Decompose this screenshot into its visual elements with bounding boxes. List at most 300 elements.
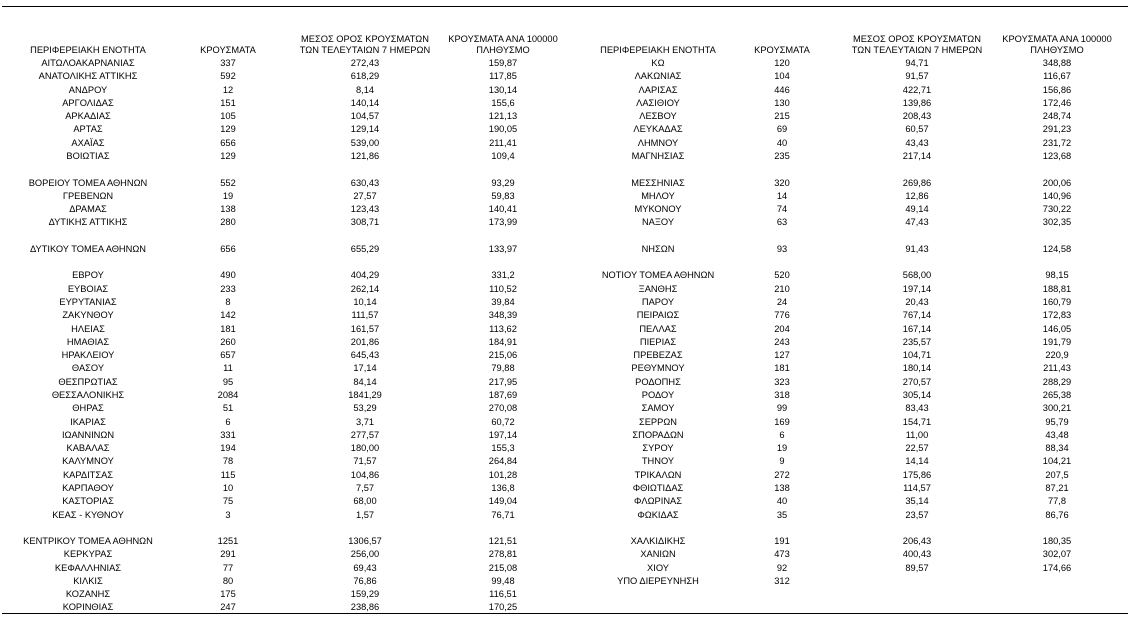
region-cell: ΚΑΣΤΟΡΙΑΣ	[62, 496, 114, 507]
avg-cell: 104,86	[350, 469, 380, 480]
per-cell: 300,21	[1042, 403, 1072, 414]
avg-cell: 256,00	[350, 549, 380, 560]
cases-cell: 9	[779, 456, 785, 467]
cases-cell: 592	[220, 71, 236, 82]
avg-cell: 53,29	[353, 403, 377, 414]
avg-cell: 23,57	[905, 509, 929, 520]
per-cell: 95,79	[1045, 416, 1069, 427]
region-cell: ΡΕΘΥΜΝΟΥ	[631, 363, 685, 374]
region-cell: ΛΕΥΚΑΔΑΣ	[633, 124, 683, 135]
avg-cell: 76,86	[353, 575, 377, 586]
region-cell: ΚΑΡΔΙΤΣΑΣ	[62, 469, 114, 480]
per-cell: 146,05	[1042, 323, 1072, 334]
per-cell: 99,48	[491, 575, 515, 586]
per-cell: 98,15	[1045, 270, 1069, 281]
avg-cell: 7,57	[355, 482, 375, 493]
per-cell: 184,91	[488, 336, 518, 347]
region-cell: ΤΡΙΚΑΛΩΝ	[634, 469, 682, 480]
avg-cell: 27,57	[353, 190, 377, 201]
avg-cell: 235,57	[902, 336, 932, 347]
cases-cell: 35	[776, 509, 788, 520]
avg-cell: 47,43	[905, 217, 929, 228]
cases-cell: 6	[779, 429, 785, 440]
header-per-right-line2: ΠΛΗΘΥΣΜΟ	[1030, 45, 1084, 55]
per-cell: 39,84	[491, 297, 515, 308]
avg-cell: 154,71	[902, 416, 932, 427]
cases-cell: 656	[220, 243, 236, 254]
per-cell: 121,13	[488, 111, 518, 122]
per-cell: 156,86	[1042, 84, 1072, 95]
per-cell: 197,14	[488, 429, 518, 440]
cases-cell: 19	[776, 443, 788, 454]
per-cell: 200,06	[1042, 177, 1072, 188]
per-cell: 231,72	[1042, 137, 1072, 148]
avg-cell: 140,14	[350, 97, 380, 108]
cases-cell: 78	[222, 456, 234, 467]
per-cell: 730,22	[1042, 204, 1072, 215]
avg-cell: 305,14	[902, 390, 932, 400]
cases-cell: 138	[774, 482, 790, 493]
cases-cell: 127	[774, 350, 790, 361]
region-cell: ΛΕΣΒΟΥ	[639, 111, 677, 122]
per-cell: 59,83	[491, 190, 515, 201]
per-cell: 117,85	[489, 71, 517, 82]
per-cell: 265,38	[1042, 390, 1072, 400]
cases-cell: 2084	[217, 390, 239, 400]
region-cell: ΝΑΞΟΥ	[641, 217, 675, 228]
region-cell: ΚΩ	[651, 58, 665, 68]
cases-cell: 120	[774, 58, 790, 68]
avg-cell: 422,71	[902, 84, 932, 95]
per-cell: 302,07	[1042, 549, 1072, 560]
region-cell: ΥΠΟ ΔΙΕΡΕΥΝΗΣΗ	[617, 575, 699, 586]
avg-cell: 49,14	[905, 204, 929, 215]
region-cell: ΑΡΓΟΛΙΔΑΣ	[62, 97, 114, 108]
avg-cell: 22,57	[905, 443, 929, 454]
per-cell: 190,05	[488, 124, 518, 135]
top-rule	[2, 6, 1128, 7]
avg-cell: 180,00	[350, 443, 380, 454]
avg-cell: 630,43	[350, 177, 380, 188]
region-cell: ΙΩΑΝΝΙΝΩΝ	[61, 429, 115, 440]
avg-cell: 167,14	[902, 323, 932, 334]
cases-cell: 77	[222, 562, 234, 573]
avg-cell: 83,43	[905, 403, 929, 414]
avg-cell: 404,29	[350, 270, 380, 281]
cases-cell: 63	[776, 217, 788, 228]
avg-cell: 206,43	[902, 536, 932, 547]
header-avg-right-line1: ΜΕΣΟΣ ΟΡΟΣ ΚΡΟΥΣΜΑΤΩΝ	[853, 34, 981, 44]
region-cell: ΧΑΛΚΙΔΙΚΗΣ	[630, 536, 686, 547]
cases-cell: 129	[220, 124, 236, 135]
avg-cell: 91,43	[905, 243, 929, 254]
avg-cell: 43,43	[905, 137, 929, 148]
per-cell: 248,74	[1042, 111, 1072, 122]
region-cell: ΑΙΤΩΛΟΑΚΑΡΝΑΝΙΑΣ	[41, 58, 135, 68]
region-cell: ΚΑΒΑΛΑΣ	[66, 443, 110, 454]
header-region-right: ΠΕΡΙΦΕΡΕΙΑΚΗ ΕΝΟΤΗΤΑ	[600, 45, 716, 55]
cases-cell: 204	[774, 323, 790, 334]
region-cell: ΦΛΩΡΙΝΑΣ	[633, 496, 683, 507]
cases-cell: 280	[220, 217, 236, 228]
cases-cell: 1251	[217, 536, 239, 547]
per-cell: 217,95	[488, 376, 518, 387]
per-cell: 110,52	[489, 283, 517, 294]
avg-cell: 217,14	[902, 150, 932, 161]
avg-cell: 114,57	[903, 482, 931, 493]
avg-cell: 94,71	[905, 58, 929, 68]
per-cell: 60,72	[491, 416, 515, 427]
cases-cell: 243	[774, 336, 790, 347]
avg-cell: 539,00	[350, 137, 380, 148]
region-cell: ΒΟΡΕΙΟΥ ΤΟΜΕΑ ΑΘΗΝΩΝ	[28, 177, 148, 188]
avg-cell: 270,57	[902, 376, 932, 387]
header-avg-right-line2: ΤΩΝ ΤΕΛΕΥΤΑΙΩΝ 7 ΗΜΕΡΩΝ	[851, 45, 983, 55]
per-cell: 188,81	[1042, 283, 1072, 294]
cases-cell: 318	[774, 390, 790, 400]
cases-cell: 260	[220, 336, 236, 347]
cases-cell: 104	[774, 71, 790, 82]
region-cell: ΙΚΑΡΙΑΣ	[70, 416, 106, 427]
region-cell: ΠΕΛΛΑΣ	[639, 323, 677, 334]
per-cell: 180,35	[1042, 536, 1072, 547]
region-cell: ΚΙΛΚΙΣ	[73, 575, 103, 586]
region-cell: ΠΙΕΡΙΑΣ	[639, 336, 677, 347]
region-cell: ΘΗΡΑΣ	[72, 403, 104, 414]
header-avg-left-line1: ΜΕΣΟΣ ΟΡΟΣ ΚΡΟΥΣΜΑΤΩΝ	[301, 34, 429, 44]
cases-cell: 151	[220, 97, 236, 108]
per-cell: 43,48	[1045, 429, 1069, 440]
header-region-left: ΠΕΡΙΦΕΡΕΙΑΚΗ ΕΝΟΤΗΤΑ	[30, 45, 146, 55]
avg-cell: 35,14	[905, 496, 929, 507]
per-cell: 109,4	[491, 150, 515, 161]
avg-cell: 618,29	[350, 71, 380, 82]
cases-cell: 14	[776, 190, 788, 201]
avg-cell: 129,14	[350, 124, 380, 135]
cases-cell: 130	[774, 97, 790, 108]
cases-cell: 69	[776, 124, 788, 135]
region-cell: ΑΡΚΑΔΙΑΣ	[65, 111, 111, 122]
cases-cell: 490	[220, 270, 236, 281]
avg-cell: 84,14	[353, 376, 377, 387]
per-cell: 87,21	[1045, 482, 1069, 493]
per-cell: 149,04	[488, 496, 518, 507]
per-cell: 270,08	[488, 403, 518, 414]
region-cell: ΔΡΑΜΑΣ	[69, 204, 107, 215]
per-cell: 86,76	[1045, 509, 1069, 520]
avg-cell: 89,57	[905, 562, 929, 573]
per-cell: 302,35	[1042, 217, 1072, 228]
region-cell: ΜΑΓΝΗΣΙΑΣ	[631, 150, 685, 161]
cases-cell: 92	[776, 562, 788, 573]
cases-cell: 312	[774, 575, 790, 586]
per-cell: 215,08	[488, 562, 518, 573]
per-cell: 173,99	[488, 217, 518, 228]
avg-cell: 272,43	[350, 58, 380, 68]
cases-cell: 272	[774, 469, 790, 480]
region-cell: ΧΙΟΥ	[647, 562, 669, 573]
region-cell: ΣΕΡΡΩΝ	[638, 416, 677, 427]
per-cell: 116,67	[1043, 71, 1071, 82]
region-cell: ΗΛΕΙΑΣ	[71, 323, 105, 334]
avg-cell: 68,00	[353, 496, 377, 507]
per-cell: 76,71	[491, 509, 515, 520]
per-cell: 278,81	[488, 549, 518, 560]
region-cell: ΡΟΔΟΥ	[641, 390, 675, 400]
cases-cell: 105	[220, 111, 236, 122]
region-cell: ΦΩΚΙΔΑΣ	[637, 509, 679, 520]
cases-cell: 8	[225, 297, 231, 308]
region-cell: ΛΑΚΩΝΙΑΣ	[634, 71, 682, 82]
per-cell: 211,41	[489, 137, 517, 148]
region-cell: ΗΜΑΘΙΑΣ	[66, 336, 110, 347]
region-cell: ΠΕΙΡΑΙΩΣ	[636, 310, 680, 321]
cases-cell: 51	[222, 403, 234, 414]
cases-cell: 24	[776, 297, 788, 308]
cases-cell: 10	[222, 482, 234, 493]
avg-cell: 655,29	[350, 243, 380, 254]
avg-cell: 208,43	[902, 111, 932, 122]
avg-cell: 400,43	[902, 549, 932, 560]
per-cell: 172,83	[1042, 310, 1072, 321]
cases-cell: 93	[776, 243, 788, 254]
cases-cell: 520	[774, 270, 790, 281]
per-cell: 172,46	[1042, 97, 1072, 108]
cases-cell: 233	[220, 283, 236, 294]
avg-cell: 12,86	[905, 190, 929, 201]
avg-cell: 20,43	[905, 297, 929, 308]
per-cell: 77,8	[1047, 496, 1067, 507]
per-cell: 79,88	[491, 363, 515, 374]
avg-cell: 568,00	[902, 270, 932, 281]
region-cell: ΣΠΟΡΑΔΩΝ	[632, 429, 684, 440]
per-cell: 170,25	[488, 602, 518, 613]
region-cell: ΚΑΡΠΑΘΟΥ	[62, 482, 114, 493]
cases-cell: 175	[220, 589, 236, 600]
per-cell: 159,87	[488, 58, 518, 68]
region-cell: ΝΗΣΩΝ	[641, 243, 675, 254]
avg-cell: 1841,29	[348, 390, 382, 400]
avg-cell: 8,14	[355, 84, 375, 95]
cases-cell: 473	[774, 549, 790, 560]
region-cell: ΚΕΡΚΥΡΑΣ	[63, 549, 113, 560]
avg-cell: 269,86	[902, 177, 932, 188]
region-cell: ΦΘΙΩΤΙΔΑΣ	[632, 482, 684, 493]
per-cell: 348,88	[1042, 58, 1072, 68]
avg-cell: 11,00	[905, 429, 929, 440]
region-cell: ΚΕΝΤΡΙΚΟΥ ΤΟΜΕΑ ΑΘΗΝΩΝ	[23, 536, 153, 547]
cases-cell: 247	[220, 602, 236, 613]
region-cell: ΜΕΣΣΗΝΙΑΣ	[631, 177, 685, 188]
per-cell: 211,43	[1043, 363, 1071, 374]
avg-cell: 14,14	[905, 456, 929, 467]
avg-cell: 3,71	[355, 416, 375, 427]
avg-cell: 69,43	[353, 562, 377, 573]
per-cell: 215,06	[488, 350, 518, 361]
cases-cell: 181	[220, 323, 236, 334]
avg-cell: 262,14	[350, 283, 380, 294]
region-cell: ΑΝΑΤΟΛΙΚΗΣ ΑΤΤΙΚΗΣ	[38, 71, 138, 82]
avg-cell: 91,57	[905, 71, 929, 82]
avg-cell: 10,14	[353, 297, 377, 308]
avg-cell: 104,57	[350, 111, 380, 122]
region-cell: ΑΝΔΡΟΥ	[68, 84, 108, 95]
per-cell: 155,3	[491, 443, 515, 454]
header-per-left-line2: ΠΛΗΘΥΣΜΟ	[476, 45, 530, 55]
header-per-left-line1: ΚΡΟΥΣΜΑΤΑ ΑΝΑ 100000	[448, 34, 558, 44]
cases-cell: 657	[220, 350, 236, 361]
region-cell: ΕΥΡΥΤΑΝΙΑΣ	[59, 297, 117, 308]
per-cell: 136,8	[491, 482, 515, 493]
per-cell: 140,96	[1042, 190, 1072, 201]
cases-cell: 6	[225, 416, 231, 427]
cases-cell: 11	[223, 363, 233, 374]
region-cell: ΜΥΚΟΝΟΥ	[634, 204, 682, 215]
avg-cell: 1,57	[355, 509, 375, 520]
region-cell: ΚΟΡΙΝΘΙΑΣ	[62, 602, 114, 613]
region-cell: ΚΟΖΑΝΗΣ	[65, 589, 111, 600]
region-cell: ΒΟΙΩΤΙΑΣ	[66, 150, 110, 161]
avg-cell: 308,71	[350, 217, 380, 228]
region-cell: ΝΟΤΙΟΥ ΤΟΜΕΑ ΑΘΗΝΩΝ	[601, 270, 715, 281]
avg-cell: 71,57	[353, 456, 377, 467]
avg-cell: 238,86	[350, 602, 380, 613]
region-cell: ΛΑΣΙΘΙΟΥ	[636, 97, 680, 108]
cases-cell: 80	[222, 575, 234, 586]
cases-cell: 3	[225, 509, 231, 520]
cases-cell: 191	[774, 536, 790, 547]
cases-cell: 210	[774, 283, 790, 294]
header-cases-right: ΚΡΟΥΣΜΑΤΑ	[754, 45, 810, 55]
per-cell: 187,69	[488, 390, 518, 400]
avg-cell: 197,14	[902, 283, 932, 294]
cases-cell: 291	[220, 549, 236, 560]
region-cell: ΚΕΑΣ - ΚΥΘΝΟΥ	[52, 509, 124, 520]
per-cell: 140,41	[488, 204, 518, 215]
cases-cell: 215	[774, 111, 790, 122]
cases-cell: 235	[774, 150, 790, 161]
region-cell: ΕΒΡΟΥ	[72, 270, 104, 281]
avg-cell: 111,57	[351, 310, 379, 321]
per-cell: 123,68	[1042, 150, 1072, 161]
cases-cell: 99	[776, 403, 788, 414]
region-cell: ΖΑΚΥΝΘΟΥ	[62, 310, 114, 321]
per-cell: 288,29	[1042, 376, 1072, 387]
cases-cell: 115	[220, 469, 236, 480]
region-cell: ΜΗΛΟΥ	[641, 190, 675, 201]
region-cell: ΘΕΣΠΡΩΤΙΑΣ	[58, 376, 118, 387]
per-cell: 101,28	[488, 469, 518, 480]
cases-cell: 19	[222, 190, 234, 201]
avg-cell: 104,71	[902, 350, 932, 361]
per-cell: 116,51	[489, 589, 517, 600]
cases-cell: 656	[220, 137, 236, 148]
region-cell: ΔΥΤΙΚΗΣ ΑΤΤΙΚΗΣ	[48, 217, 128, 228]
cases-cell: 142	[220, 310, 236, 321]
cases-cell: 138	[220, 204, 236, 215]
cases-cell: 181	[774, 363, 790, 374]
cases-cell: 12	[222, 84, 234, 95]
region-cell: ΞΑΝΘΗΣ	[638, 283, 678, 294]
avg-cell: 277,57	[350, 429, 380, 440]
region-cell: ΘΑΣΟΥ	[71, 363, 105, 374]
cases-cell: 331	[220, 429, 236, 440]
cases-cell: 552	[220, 177, 236, 188]
region-cell: ΚΕΦΑΛΛΗΝΙΑΣ	[54, 562, 122, 573]
per-cell: 104,21	[1042, 456, 1072, 467]
avg-cell: 180,14	[902, 363, 932, 374]
per-cell: 207,5	[1045, 469, 1069, 480]
cases-cell: 74	[776, 204, 788, 215]
per-cell: 93,29	[491, 177, 515, 188]
region-cell: ΠΑΡΟΥ	[641, 297, 675, 308]
region-cell: ΚΑΛΥΜΝΟΥ	[62, 456, 114, 467]
region-cell: ΣΥΡΟΥ	[642, 443, 674, 454]
per-cell: 88,34	[1045, 443, 1069, 454]
per-cell: 160,79	[1042, 297, 1072, 308]
avg-cell: 161,57	[350, 323, 380, 334]
region-cell: ΔΥΤΙΚΟΥ ΤΟΜΕΑ ΑΘΗΝΩΝ	[29, 243, 147, 254]
avg-cell: 121,86	[350, 150, 380, 161]
region-cell: ΠΡΕΒΕΖΑΣ	[633, 350, 683, 361]
region-cell: ΓΡΕΒΕΝΩΝ	[62, 190, 114, 201]
per-cell: 174,66	[1042, 562, 1072, 573]
header-cases-left: ΚΡΟΥΣΜΑΤΑ	[200, 45, 256, 55]
avg-cell: 123,43	[350, 204, 380, 215]
cases-cell: 320	[774, 177, 790, 188]
region-cell: ΣΑΜΟΥ	[641, 403, 675, 414]
region-cell: ΗΡΑΚΛΕΙΟΥ	[61, 350, 115, 361]
region-cell: ΘΕΣΣΑΛΟΝΙΚΗΣ	[51, 390, 125, 400]
region-cell: ΤΗΝΟΥ	[641, 456, 675, 467]
avg-cell: 17,14	[353, 363, 377, 374]
region-cell: ΧΑΝΙΩΝ	[640, 549, 676, 560]
cases-cell: 776	[774, 310, 790, 321]
cases-cell: 95	[222, 376, 234, 387]
header-avg-left-line2: ΤΩΝ ΤΕΛΕΥΤΑΙΩΝ 7 ΗΜΕΡΩΝ	[299, 45, 431, 55]
region-cell: ΑΧΑΪΑΣ	[71, 137, 105, 148]
avg-cell: 1306,57	[348, 536, 382, 547]
cases-cell: 40	[776, 496, 788, 507]
avg-cell: 201,86	[350, 336, 380, 347]
per-cell: 264,84	[488, 456, 518, 467]
avg-cell: 767,14	[902, 310, 932, 321]
per-cell: 191,79	[1042, 336, 1072, 347]
avg-cell: 645,43	[350, 350, 380, 361]
cases-cell: 169	[774, 416, 790, 427]
cases-cell: 40	[776, 137, 788, 148]
region-cell: ΛΑΡΙΣΑΣ	[638, 84, 678, 95]
per-cell: 113,62	[489, 323, 517, 334]
per-cell: 124,58	[1042, 243, 1072, 254]
cases-cell: 75	[222, 496, 234, 507]
avg-cell: 175,86	[902, 469, 932, 480]
region-cell: ΛΗΜΝΟΥ	[637, 137, 679, 148]
per-cell: 331,2	[491, 270, 515, 281]
bottom-rule	[2, 613, 1128, 614]
avg-cell: 139,86	[902, 97, 932, 108]
cases-cell: 337	[220, 58, 236, 68]
per-cell: 155,6	[491, 97, 515, 108]
per-cell: 133,97	[488, 243, 518, 254]
cases-cell: 446	[774, 84, 790, 95]
cases-cell: 323	[774, 376, 790, 387]
cases-cell: 129	[220, 150, 236, 161]
region-cell: ΡΟΔΟΠΗΣ	[635, 376, 681, 387]
per-cell: 121,51	[488, 536, 518, 547]
per-cell: 220,9	[1045, 350, 1069, 361]
avg-cell: 60,57	[905, 124, 929, 135]
